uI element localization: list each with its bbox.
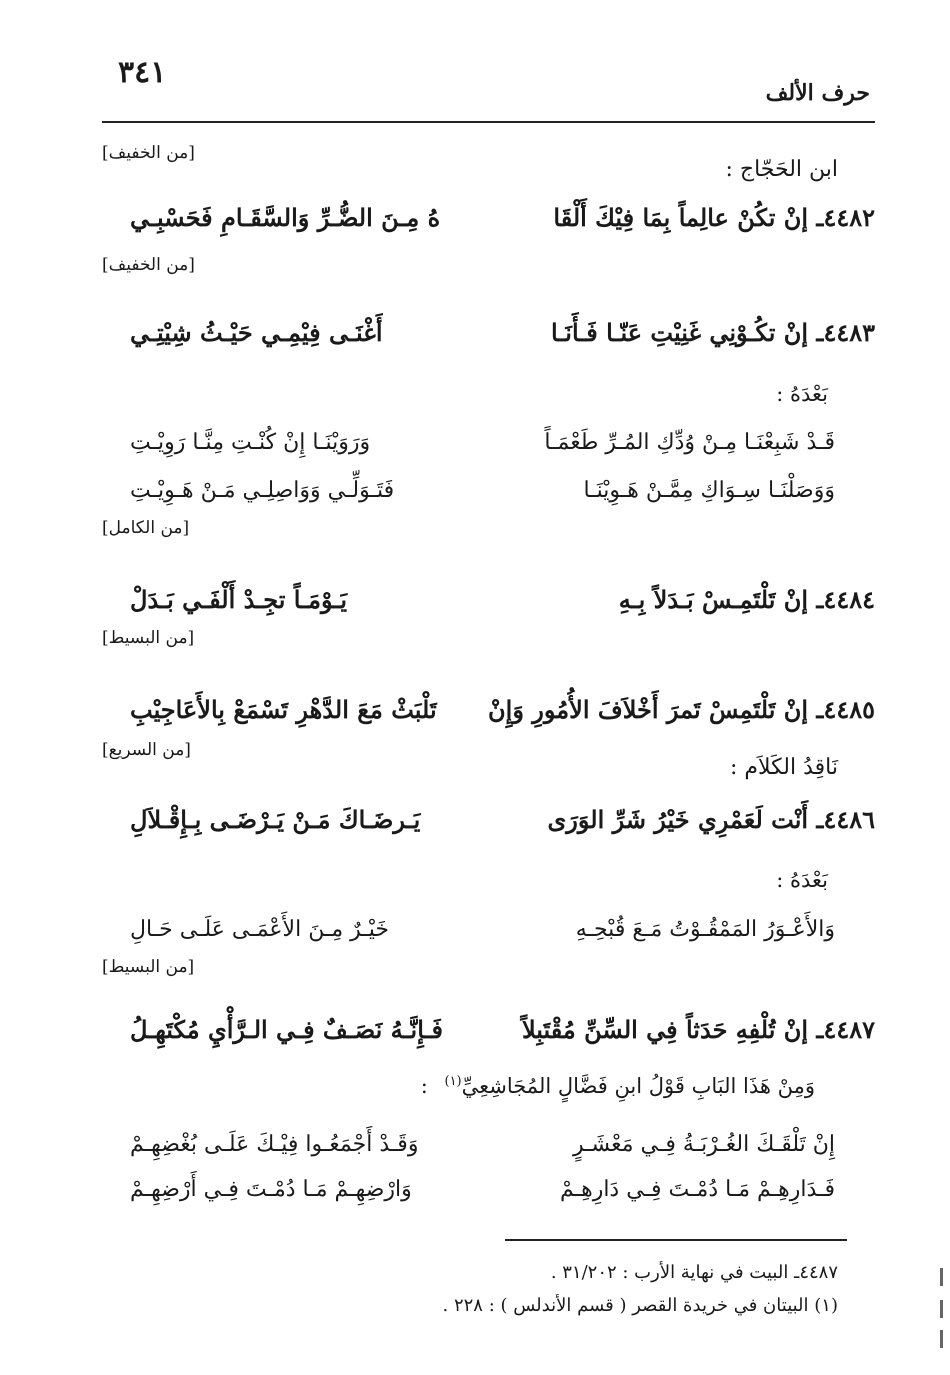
poet-name: نَاقِدُ الكَلاَم :: [729, 755, 838, 780]
verse-first-hemistich: ٤٤٨٣ـ إنْ تكُـوْنِي غَنِيْتِ عَنّـا فَـأَنَـا: [550, 318, 875, 347]
scan-edge-mark: [940, 1300, 943, 1318]
verse-first-hemistich: وَوَصَلْنَـا سِـوَاكِ مِمَّـنْ هَـوِيْنَـا: [583, 478, 835, 503]
meter-label: [من الخفيف]: [102, 143, 195, 163]
verse-second-hemistich: يَـرضَـاكَ مَـنْ يَـرْضَـى بِـإِقْـلاَلِ: [130, 805, 421, 834]
following-verse: [100, 418, 875, 468]
verse-first-hemistich: ٤٤٨٧ـ إنْ تُلْفِهِ حَدَثاً فِي السِّنِّ مُقْتَبِلاً: [521, 1015, 875, 1044]
intro-colon: :: [420, 1074, 428, 1098]
meter-label: [من البسيط]: [102, 628, 195, 648]
intro-text: وَمِنْ هَذَا البَابِ قَوْلُ ابنِ فَضَّالٍ المُجَاشِعِيِّ: [461, 1074, 815, 1098]
verse-first-hemistich: ٤٤٨٦ـ أَنْت لَعَمْرِي خَيْرُ شَرِّ الوَرَى: [547, 805, 875, 834]
baada-label: بَعْدَهُ :: [776, 868, 828, 892]
cited-verse: [100, 1165, 875, 1215]
running-head: حرف الألف: [765, 80, 870, 106]
meter-label: [من الكامل]: [102, 518, 190, 538]
meter-label: [من السريع]: [102, 740, 191, 760]
meter-label: [من الخفيف]: [102, 255, 195, 275]
verse-first-hemistich: وَالأَعْـوَرُ المَمْقُـوْتُ مَـعَ قُبْحِـهِ: [575, 917, 835, 942]
header-rule: [102, 121, 875, 123]
following-verse: [100, 905, 875, 955]
verse-4483: [100, 308, 875, 358]
footnote: ٤٤٨٧ـ البيت في نهاية الأرب : ٣١/٢٠٢ .: [550, 1262, 838, 1283]
footnote-rule: [505, 1239, 847, 1241]
verse-first-hemistich: ٤٤٨٤ـ إنْ تَلْتَمِـسْ بَـدَلاً بِـهِ: [618, 585, 875, 614]
verse-4484: [100, 575, 875, 625]
verse-second-hemistich: هُ مِـنَ الضُّـرِّ وَالسَّقَـامِ فَحَسْبِـي: [130, 203, 441, 232]
verse-first-hemistich: فَـدَارِهِـمْ مَـا دُمْـتَ فِـي دَارِهِـمْ: [560, 1177, 835, 1202]
footnote: (١) البيتان في خريدة القصر ( قسم الأندلس ) : ٢٢٨ .: [442, 1295, 838, 1316]
scan-edge-mark: [940, 1330, 943, 1348]
verse-4482: [100, 193, 875, 243]
section-intro: [421, 1074, 815, 1098]
verse-second-hemistich: فَـإِنَّـهُ نَصَـفٌ فِـي الـرَّأْيِ مُكْتَهِـلُ: [130, 1015, 444, 1044]
page-number: ٣٤١: [118, 55, 167, 90]
verse-second-hemistich: وَارْضِهِـمْ مَـا دُمْـتَ فِـي أَرْضِهِـمْ: [130, 1177, 412, 1202]
scan-edge-mark: [940, 1268, 943, 1286]
verse-4486: [100, 795, 875, 845]
poet-name: ابن الحَجّاج :: [725, 157, 838, 182]
verse-second-hemistich: تَلْبَثْ مَعَ الدَّهْرِ تَسْمَعْ بِالأَعَاجِيْبِ: [130, 695, 437, 724]
footnote-ref: (١): [444, 1074, 462, 1089]
following-verse: [100, 466, 875, 516]
verse-second-hemistich: أَغْنَـى فِيْمِـي حَيْـثُ شِيْتِـي: [130, 318, 383, 347]
verse-second-hemistich: وَقَـدْ أَجْمَعُـوا فِيْـكَ عَلَـى بُغْضِهِـمْ: [130, 1132, 419, 1157]
verse-second-hemistich: خَيْـرٌ مِـنَ الأَعْمَـى عَلَـى حَـالِ: [130, 917, 389, 942]
verse-first-hemistich: ٤٤٨٥ـ إنْ تَلْتَمِسْ تَمرَ أَخْلاَفَ الأُمُورِ وَإِنْ: [488, 695, 875, 724]
verse-second-hemistich: فَتَـوَلِّـي وَوَاصِلِـي مَـنْ هَـوِيْـتِ: [130, 478, 395, 503]
baada-label: بَعْدَهُ :: [776, 382, 828, 406]
verse-second-hemistich: وَرَوَيْنَـا إِنْ كُنْـتِ مِنَّـا رَوِيْـتِ: [130, 430, 371, 455]
verse-4485: [100, 685, 875, 735]
verse-first-hemistich: إِنْ تَلْقَـكَ الغُـرْبَـةُ فِـي مَعْشَـرٍ: [572, 1132, 835, 1157]
meter-label: [من البسيط]: [102, 957, 195, 977]
verse-4487: [100, 1005, 875, 1055]
cited-verse: [100, 1120, 875, 1170]
verse-first-hemistich: ٤٤٨٢ـ إنْ تكُنْ عالِماً بِمَا فِيْكَ أَلْقَا: [553, 203, 875, 232]
verse-first-hemistich: قَـدْ شَبِعْنَـا مِـنْ وُدِّكِ المُـرِّ طَعْمَـاً: [544, 430, 835, 455]
verse-second-hemistich: يَـوْمَـاً تجِـدْ أَلْفَـي بَـدَلْ: [130, 585, 348, 614]
